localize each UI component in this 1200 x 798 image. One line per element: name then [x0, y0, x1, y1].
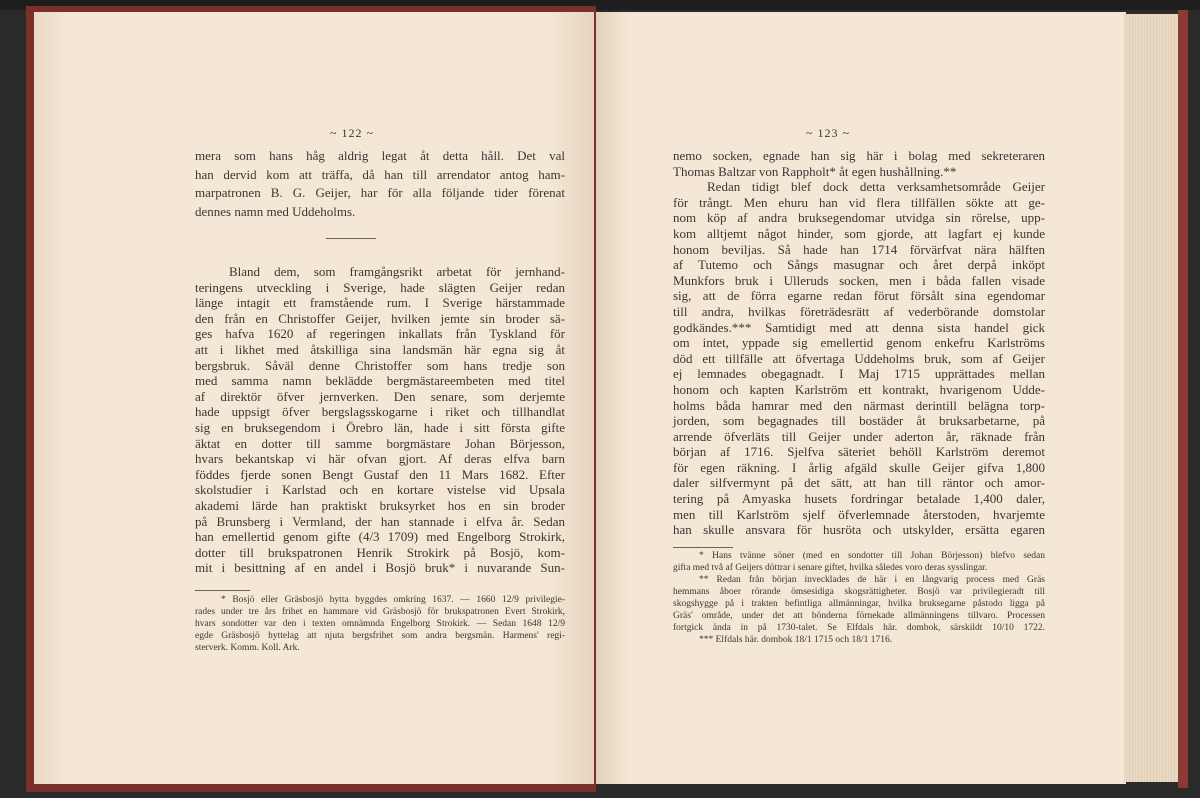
footnote-rule-right: [673, 547, 733, 548]
text-line: han emellertid genom gifte (4/3 1709) med Engelborg Strokirk,: [195, 529, 565, 545]
text-line: på Brunsberg i Vermland, der han stannade i elfva år. Sedan: [195, 513, 565, 529]
section-divider: [326, 238, 376, 239]
footnote-rule-left: [195, 590, 250, 591]
text-line: Gräs' område, under det att bönderna förnekade allmänningens tillvaro. Processen: [673, 611, 1045, 621]
text-line: jorden, som begagnades till bostäder åt bruksarbetarne, på: [673, 413, 1045, 429]
text-line: kom alltjemt något hinder, som gjorde, att lagfart ej kunde: [673, 225, 1045, 241]
text-line: akademi lärde han praktiskt bruksyrket hos en sin broder: [195, 497, 565, 513]
text-line: Thomas Baltzar von Rappholt* åt egen hushållning.**: [673, 163, 957, 179]
text-line: hvars bekantskap vi här ofvan gjort. Af deras elfva barn: [195, 451, 565, 467]
text-line: att i likhet med åtskilliga sina landsmän här egna sig åt: [195, 341, 565, 357]
text-line: godkändes.*** Samtidigt med att denna sista handel gick: [673, 319, 1045, 335]
text-line: Redan tidigt blef dock detta verksamhetsområde Geijer: [707, 179, 1045, 195]
text-line: den från en Christoffer Geijer, hvilken jemte sin broder sä-: [195, 310, 565, 326]
text-line: äktat en dotter till samme borgmästare Johan Börjesson,: [195, 435, 565, 451]
text-line: skolstudier i Karlstad och en kortare vistelse vid Upsala: [195, 482, 565, 498]
text-line: holms båda hamrar med den närmast derintill belägna torp-: [673, 397, 1045, 413]
text-line: fortgick ända in på 1730-talet. Se Elfdals här. dombok, särskildt 10/10 1722.: [673, 623, 1045, 633]
left-paragraph-1: [195, 147, 565, 221]
text-line: dennes namn med Uddeholms.: [195, 203, 356, 219]
text-line: han dervid kom att träffa, då han till arrendator antog ham-: [195, 166, 565, 182]
text-line: föddes fjerde sonen Bengt Gustaf den 11 Mars 1682. Efter: [195, 466, 565, 482]
page-edges: [1124, 14, 1180, 782]
text-line: * Hans tvänne söner (med en sondotter till Johan Börjesson) blefvo sedan: [699, 551, 1045, 561]
text-line: för egen räkning. I årlig afgäld skulle Geijer gifva 1,800: [673, 459, 1045, 475]
text-line: egde Gräsbosjö hyttelag att njuta bergsfrihet som andra bergsmän. Harmens' regi-: [195, 631, 565, 641]
text-line: sig en bruksegendom i Örebro län, hade i sitt första gifte: [195, 419, 565, 435]
text-line: teringens utveckling i Sverige, hade slägten Geijer redan: [195, 279, 565, 295]
right-footnotes: [673, 550, 1045, 646]
text-line: för trångt. Men ehuru han vid flera tillfällen sökte att ge-: [673, 194, 1045, 210]
text-line: marpatronen B. G. Geijer, har för alla följande tider förenat: [195, 185, 565, 200]
text-line: Bland dem, som framgångsrikt arbetat för jernhand-: [229, 264, 565, 279]
text-line: daler silfvermynt på det sätt, att han till räntor och amor-: [673, 475, 1045, 491]
text-line: Munkfors bruk i Ulleruds socken, men i båda fallen visade: [673, 272, 1045, 288]
text-line: död ett tillfälle att öfvertaga Uddeholms bruk, som af Geijer: [673, 350, 1045, 366]
text-line: af Tutemo och Sångs masugnar och året derpå inköpt: [673, 257, 1045, 273]
text-line: bergsbruk. Såväl denne Christoffer som hans tredje son: [195, 357, 565, 373]
text-line: arrende öfverläts till Geijer under aderton år, räknade från: [673, 428, 1045, 444]
text-line: nom köp af andra bruksegendomar utvidga sin rörelse, upp-: [673, 210, 1045, 226]
text-line: hemmans åboer rörande ömsesidiga skogsrättigheter. Bosjö var privilegieradt till: [673, 587, 1045, 597]
text-line: början af 1716. Sjelfva säteriet behöll Karlström deremot: [673, 444, 1045, 460]
left-footnote: [195, 594, 565, 654]
text-line: dotter till brukspatronen Henrik Strokirk på Bosjö, kom-: [195, 544, 565, 560]
text-line: om intet, yppade sig emellertid genom enkefru Karlströms: [673, 335, 1045, 351]
text-line: sig, att de förra egarne redan förut försålt sina egendomar: [673, 288, 1045, 304]
text-line: länge intagit ett framstående rum. I Sverige härstammade: [195, 295, 565, 311]
text-line: honom och kapten Karlström ett kontrakt, hvarigenom Udde-: [673, 381, 1045, 397]
text-line: hade uppsigt öfver bergslagsskogarne i riket och tillhandlat: [195, 404, 565, 420]
text-line: mera som hans håg aldrig legat åt detta håll. Det val: [195, 148, 565, 163]
text-line: af direktör öfver jernverken. Den senare, som derjemte: [195, 388, 565, 404]
page-number-right: ~ 123 ~: [806, 126, 850, 140]
text-line: ej lemnades obegagnadt. I Maj 1715 upprättades mellan: [673, 366, 1045, 382]
text-line: rades under tre års frihet en hammare vid Gräsbosjö för brukspatronen Evert Strokirk,: [195, 607, 565, 617]
text-line: * Bosjö eller Gräsbosjö hytta byggdes omkring 1637. — 1660 12/9 privilegie-: [221, 595, 565, 605]
text-line: sterverk. Komm. Koll. Ark.: [195, 643, 300, 653]
text-line: tering på Amyaska husets fordringar betalade 1,400 daler,: [673, 491, 1045, 507]
text-line: han skulle ansvara för husröta och utskylder, ersätta egaren: [673, 522, 1045, 538]
text-line: *** Elfdals här. dombok 18/1 1715 och 18/1 1716.: [699, 635, 893, 645]
right-text: [673, 148, 1045, 538]
text-line: med samma namn beklädde bergmästareembeten med titel: [195, 373, 565, 389]
text-line: ** Redan från början invecklades de här i en långvarig process med Gräs: [699, 575, 1045, 585]
page-number-left: ~ 122 ~: [330, 126, 374, 140]
text-line: nemo socken, egnade han sig här i bolag med sekreteraren: [673, 148, 1045, 163]
text-line: gifta med två af Geijers döttrar i senare giftet, hvilka således voro deras sysslingar.: [673, 563, 988, 573]
book-cover-right: [1178, 10, 1188, 788]
text-line: honom beviljas. Så hade han 1714 förvärfvat nära hälften: [673, 241, 1045, 257]
left-paragraph-2: [195, 264, 565, 576]
text-line: till andra, hvilkas företrädesrätt af vederbörande domstolar: [673, 303, 1045, 319]
text-line: skogshygge på i trakten befintliga allmänningar, hvilka bruksegarne påstodo ligga på: [673, 599, 1045, 609]
text-line: hvars sondotter var den i texten omnämnda Engelborg Strokirk. — Sedan 1648 12/9: [195, 619, 565, 629]
text-line: mit i besittning af en andel i Bosjö bruk* i nuvarande Sun-: [195, 560, 565, 576]
text-line: ges hafva 1620 af regeringen inkallats från Tyskland för: [195, 326, 565, 342]
text-line: men till Karlström sjelf öfverlemnade återstoden, hvarjemte: [673, 506, 1045, 522]
